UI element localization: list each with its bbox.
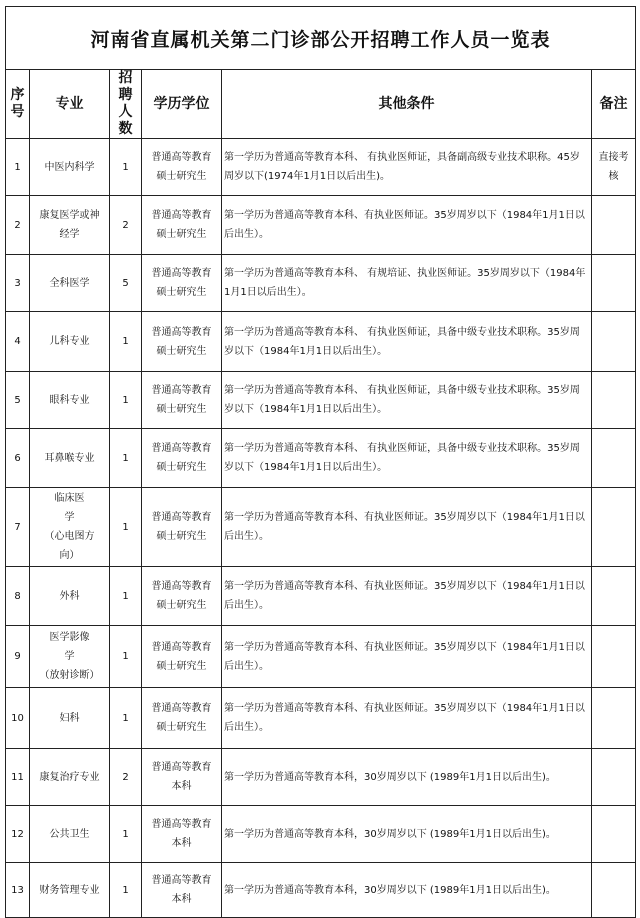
cell-major: 临床医 学 （心电图方 向） [30, 488, 110, 567]
page-title: 河南省直属机关第二门诊部公开招聘工作人员一览表 [6, 7, 636, 70]
header-no: 序 号 [6, 70, 30, 139]
cell-conditions: 第一学历为普通高等教育本科、有执业医师证。35岁周岁以下（1984年1月1日以后出生）。 [222, 626, 592, 688]
cell-major: 康复医学或神 经学 [30, 196, 110, 255]
cell-education: 普通高等教育 本科 [142, 749, 222, 806]
cell-major: 眼科专业 [30, 372, 110, 429]
cell-conditions: 第一学历为普通高等教育本科，30岁周岁以下 (1989年1月1日以后出生)。 [222, 749, 592, 806]
cell-note [592, 255, 636, 312]
table-header-row [6, 70, 636, 139]
cell-note [592, 749, 636, 806]
cell-note [592, 488, 636, 567]
table-body [6, 139, 636, 918]
cell-count: 1 [110, 626, 142, 688]
cell-conditions: 第一学历为普通高等教育本科、 有执业医师证，具备副高级专业技术职称。45岁周岁以下(1974年1月1日以后出生)。 [222, 139, 592, 196]
cell-education: 普通高等教育 硕士研究生 [142, 255, 222, 312]
cell-count: 2 [110, 749, 142, 806]
cell-education: 普通高等教育 本科 [142, 806, 222, 863]
table-row [6, 488, 636, 567]
cell-note [592, 688, 636, 749]
cell-no: 4 [6, 312, 30, 372]
header-education: 学历学位 [142, 70, 222, 139]
cell-count: 5 [110, 255, 142, 312]
cell-count: 1 [110, 806, 142, 863]
cell-major: 财务管理专业 [30, 863, 110, 918]
cell-education: 普通高等教育 硕士研究生 [142, 372, 222, 429]
table-row [6, 749, 636, 806]
cell-education: 普通高等教育 硕士研究生 [142, 139, 222, 196]
cell-major: 儿科专业 [30, 312, 110, 372]
cell-count: 1 [110, 139, 142, 196]
cell-education: 普通高等教育 硕士研究生 [142, 688, 222, 749]
cell-count: 1 [110, 429, 142, 488]
cell-count: 1 [110, 312, 142, 372]
table-row [6, 312, 636, 372]
cell-education: 普通高等教育 硕士研究生 [142, 312, 222, 372]
table-row [6, 139, 636, 196]
cell-education: 普通高等教育 硕士研究生 [142, 488, 222, 567]
cell-no: 8 [6, 567, 30, 626]
cell-count: 2 [110, 196, 142, 255]
cell-major: 中医内科学 [30, 139, 110, 196]
cell-conditions: 第一学历为普通高等教育本科、有执业医师证。35岁周岁以下（1984年1月1日以后出生）。 [222, 196, 592, 255]
cell-count: 1 [110, 688, 142, 749]
table-row [6, 806, 636, 863]
cell-no: 11 [6, 749, 30, 806]
cell-note [592, 863, 636, 918]
cell-major: 康复治疗专业 [30, 749, 110, 806]
cell-major: 医学影像 学 （放射诊断） [30, 626, 110, 688]
cell-conditions: 第一学历为普通高等教育本科、 有执业医师证，具备中级专业技术职称。35岁周岁以下（1984年1月1日以后出生）。 [222, 429, 592, 488]
cell-count: 1 [110, 863, 142, 918]
cell-conditions: 第一学历为普通高等教育本科、有执业医师证。35岁周岁以下（1984年1月1日以后出生）。 [222, 488, 592, 567]
cell-note [592, 312, 636, 372]
header-count: 招聘 人数 [110, 70, 142, 139]
cell-no: 5 [6, 372, 30, 429]
cell-count: 1 [110, 488, 142, 567]
cell-education: 普通高等教育 本科 [142, 863, 222, 918]
cell-conditions: 第一学历为普通高等教育本科，30岁周岁以下 (1989年1月1日以后出生)。 [222, 806, 592, 863]
table-row [6, 429, 636, 488]
cell-no: 7 [6, 488, 30, 567]
cell-no: 10 [6, 688, 30, 749]
table-row [6, 567, 636, 626]
table-row [6, 372, 636, 429]
cell-education: 普通高等教育 硕士研究生 [142, 567, 222, 626]
table-row [6, 626, 636, 688]
table-row [6, 255, 636, 312]
cell-conditions: 第一学历为普通高等教育本科、有执业医师证。35岁周岁以下（1984年1月1日以后出生）。 [222, 567, 592, 626]
cell-conditions: 第一学历为普通高等教育本科、 有执业医师证，具备中级专业技术职称。35岁周岁以下（1984年1月1日以后出生）。 [222, 372, 592, 429]
cell-no: 13 [6, 863, 30, 918]
cell-education: 普通高等教育 硕士研究生 [142, 626, 222, 688]
cell-note: 直接考 核 [592, 139, 636, 196]
cell-count: 1 [110, 372, 142, 429]
cell-major: 公共卫生 [30, 806, 110, 863]
cell-note [592, 626, 636, 688]
cell-no: 2 [6, 196, 30, 255]
cell-conditions: 第一学历为普通高等教育本科、 有执业医师证，具备中级专业技术职称。35岁周岁以下（1984年1月1日以后出生）。 [222, 312, 592, 372]
cell-major: 耳鼻喉专业 [30, 429, 110, 488]
cell-note [592, 196, 636, 255]
cell-no: 1 [6, 139, 30, 196]
cell-no: 3 [6, 255, 30, 312]
cell-major: 妇科 [30, 688, 110, 749]
cell-education: 普通高等教育 硕士研究生 [142, 196, 222, 255]
recruitment-table [5, 6, 636, 918]
cell-count: 1 [110, 567, 142, 626]
table-row [6, 863, 636, 918]
cell-note [592, 567, 636, 626]
table-row [6, 688, 636, 749]
cell-education: 普通高等教育 硕士研究生 [142, 429, 222, 488]
cell-no: 12 [6, 806, 30, 863]
cell-note [592, 372, 636, 429]
header-major: 专业 [30, 70, 110, 139]
header-conditions: 其他条件 [222, 70, 592, 139]
cell-conditions: 第一学历为普通高等教育本科、 有规培证、执业医师证。35岁周岁以下（1984年1月1日以后出生）。 [222, 255, 592, 312]
recruitment-sheet [5, 6, 635, 905]
cell-note [592, 429, 636, 488]
table-row [6, 196, 636, 255]
cell-major: 外科 [30, 567, 110, 626]
cell-conditions: 第一学历为普通高等教育本科，30岁周岁以下 (1989年1月1日以后出生)。 [222, 863, 592, 918]
cell-major: 全科医学 [30, 255, 110, 312]
header-note: 备注 [592, 70, 636, 139]
cell-conditions: 第一学历为普通高等教育本科、有执业医师证。35岁周岁以下（1984年1月1日以后出生）。 [222, 688, 592, 749]
cell-no: 9 [6, 626, 30, 688]
cell-no: 6 [6, 429, 30, 488]
cell-note [592, 806, 636, 863]
